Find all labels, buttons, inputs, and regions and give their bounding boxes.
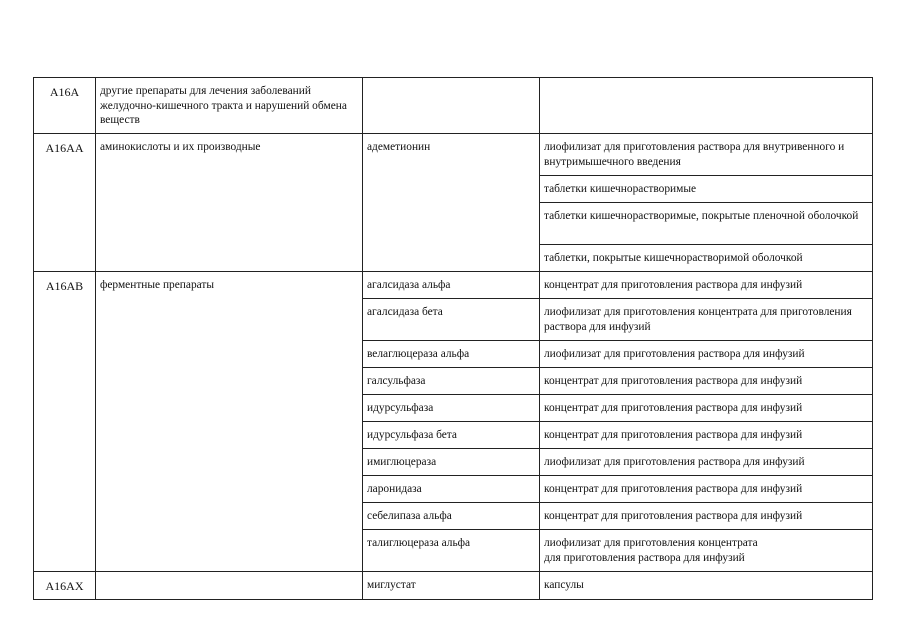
atc-code: A16AB [34, 272, 96, 572]
dosage-form: лиофилизат для приготовления концентрата для приготовления раствора для инфузий [540, 530, 873, 572]
dosage-form: капсулы [540, 572, 873, 600]
drug-name: себелипаза альфа [363, 503, 540, 530]
drug-name: агалсидаза бета [363, 299, 540, 341]
table-row [34, 272, 873, 299]
table-row [34, 572, 873, 600]
drug-name: велаглюцераза альфа [363, 341, 540, 368]
drug-name: талиглюцераза альфа [363, 530, 540, 572]
drug-name: имиглюцераза [363, 449, 540, 476]
dosage-form: концентрат для приготовления раствора для инфузий [540, 368, 873, 395]
dosage-form: концентрат для приготовления раствора для инфузий [540, 395, 873, 422]
group-name: ферментные препараты [96, 272, 363, 572]
group-name [96, 572, 363, 600]
dosage-form: лиофилизат для приготовления раствора для внутривенного и внутримышечного введения [540, 134, 873, 176]
drug-name [363, 78, 540, 134]
dosage-form: концентрат для приготовления раствора для инфузий [540, 422, 873, 449]
drug-name: галсульфаза [363, 368, 540, 395]
drug-name: адеметионин [363, 134, 540, 272]
drug-name: миглустат [363, 572, 540, 600]
table-row [34, 134, 873, 176]
dosage-form: таблетки кишечнорастворимые, покрытые пленочной оболочкой [540, 203, 873, 245]
drug-name: идурсульфаза [363, 395, 540, 422]
atc-code: A16AX [34, 572, 96, 600]
dosage-form: концентрат для приготовления раствора для инфузий [540, 476, 873, 503]
atc-code: A16A [34, 78, 96, 134]
atc-code: A16AA [34, 134, 96, 272]
table-row [34, 78, 873, 134]
group-name: аминокислоты и их производные [96, 134, 363, 272]
drug-table [33, 77, 873, 600]
dosage-form: лиофилизат для приготовления концентрата для приготовления раствора для инфузий [540, 299, 873, 341]
dosage-form: лиофилизат для приготовления раствора для инфузий [540, 449, 873, 476]
dosage-form: лиофилизат для приготовления раствора для инфузий [540, 341, 873, 368]
drug-name: агалсидаза альфа [363, 272, 540, 299]
dosage-form: концентрат для приготовления раствора для инфузий [540, 503, 873, 530]
dosage-form: таблетки, покрытые кишечнорастворимой оболочкой [540, 245, 873, 272]
drug-name: ларонидаза [363, 476, 540, 503]
dosage-form: концентрат для приготовления раствора для инфузий [540, 272, 873, 299]
group-name: другие препараты для лечения заболеваний желудочно-кишечного тракта и нарушений обмена веществ [96, 78, 363, 134]
dosage-form [540, 78, 873, 134]
drug-name: идурсульфаза бета [363, 422, 540, 449]
dosage-form: таблетки кишечнорастворимые [540, 176, 873, 203]
